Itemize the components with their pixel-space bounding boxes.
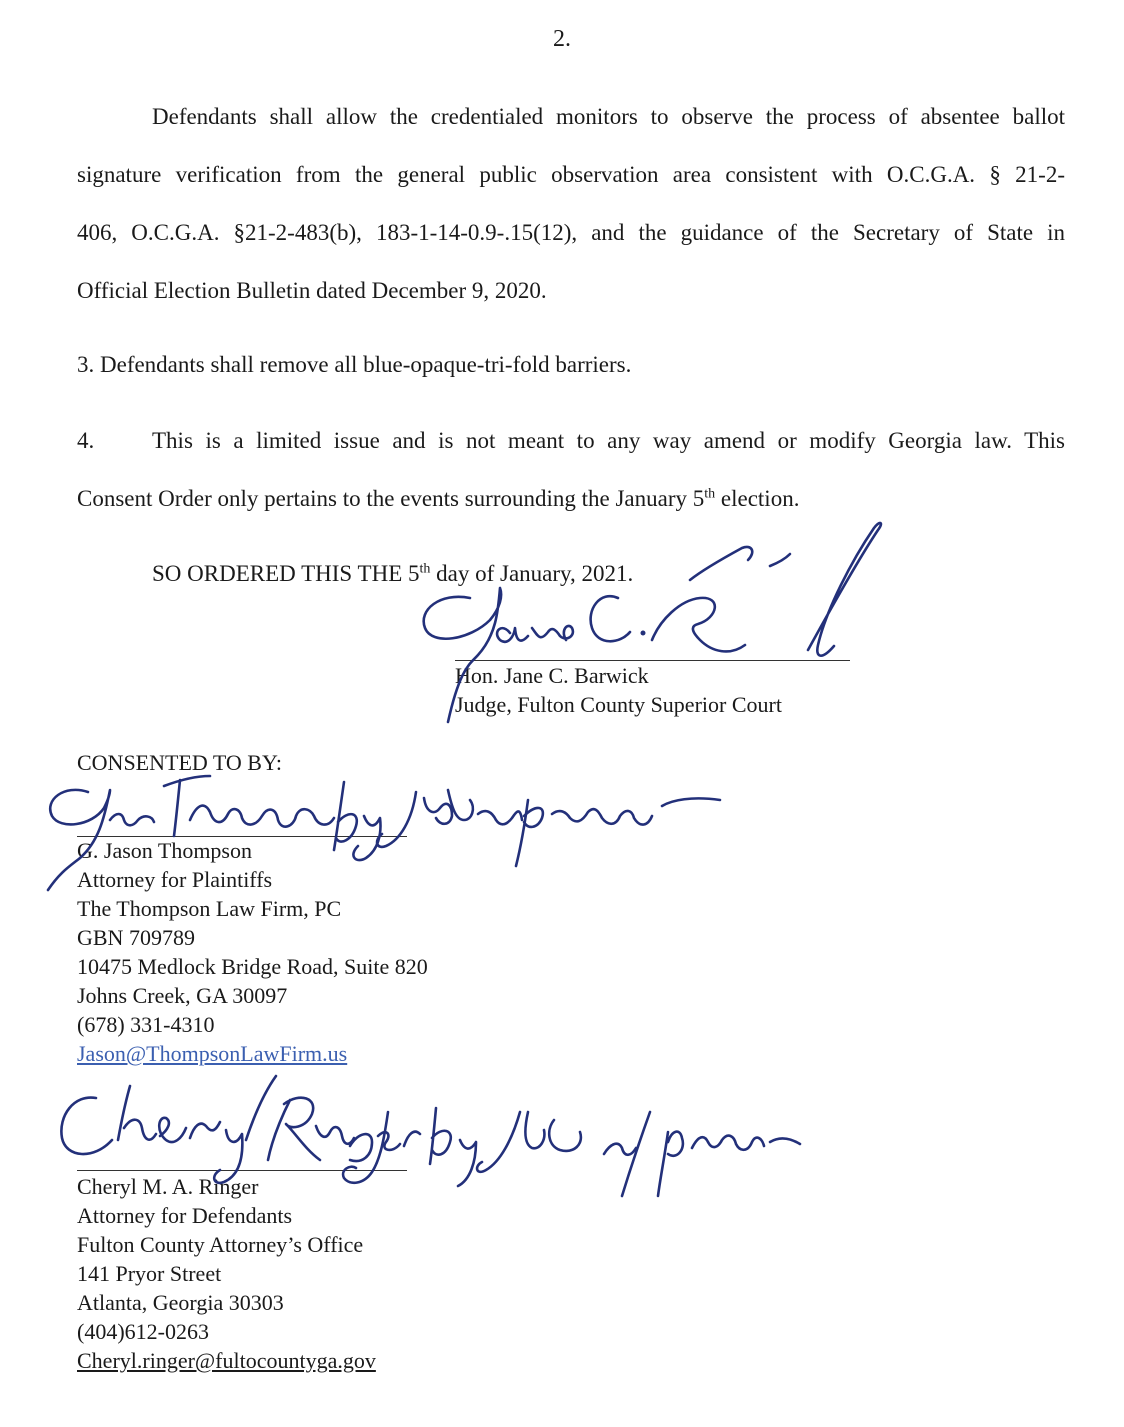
plaintiff-firm: The Thompson Law Firm, PC bbox=[77, 896, 342, 921]
superscript: th bbox=[419, 561, 431, 577]
item-4-line-2: Consent Order only pertains to the events surrounding the January 5th election. bbox=[77, 486, 800, 511]
defendant-address-1: 141 Pryor Street bbox=[77, 1261, 222, 1286]
item-3: 3. Defendants shall remove all blue-opaque-tri-fold barriers. bbox=[77, 352, 632, 377]
plaintiff-attorney-role: Attorney for Plaintiffs bbox=[77, 867, 273, 892]
defendant-email-link[interactable]: Cheryl.ringer@fultocountyga.gov bbox=[77, 1348, 376, 1373]
item-4-number: 4. bbox=[77, 428, 95, 453]
plaintiff-address-2: Johns Creek, GA 30097 bbox=[77, 983, 288, 1008]
item-4-line-1: This is a limited issue and is not meant to any way amend or modify Georgia law. This bbox=[152, 428, 1065, 453]
plaintiff-signature-line bbox=[77, 836, 407, 837]
paragraph-line-4: Official Election Bulletin dated December 9, 2020. bbox=[77, 278, 547, 303]
defendant-attorney-name: Cheryl M. A. Ringer bbox=[77, 1174, 259, 1199]
paragraph-line-1: Defendants shall allow the credentialed monitors to observe the process of absentee ballot bbox=[152, 104, 1065, 129]
plaintiff-gbn: GBN 709789 bbox=[77, 925, 195, 950]
defendant-attorney-role: Attorney for Defendants bbox=[77, 1203, 293, 1228]
defendant-address-2: Atlanta, Georgia 30303 bbox=[77, 1290, 284, 1315]
plaintiff-email-link[interactable]: Jason@ThompsonLawFirm.us bbox=[77, 1041, 348, 1066]
defendant-office: Fulton County Attorney’s Office bbox=[77, 1232, 364, 1257]
judge-signature-line bbox=[455, 660, 850, 661]
plaintiff-attorney-name: G. Jason Thompson bbox=[77, 838, 252, 863]
defendant-phone: (404)612-0263 bbox=[77, 1319, 209, 1344]
defendant-signature-line bbox=[77, 1170, 407, 1171]
consented-label: CONSENTED TO BY: bbox=[77, 750, 282, 775]
page-number: 2. bbox=[553, 26, 571, 52]
plaintiff-phone: (678) 331-4310 bbox=[77, 1012, 215, 1037]
paragraph-line-3: 406, O.C.G.A. §21-2-483(b), 183-1-14-0.9-.15(12), and the guidance of the Secretary of State in bbox=[77, 220, 1065, 245]
judge-title: Judge, Fulton County Superior Court bbox=[455, 692, 782, 717]
paragraph-line-2: signature verification from the general public observation area consistent with O.C.G.A. § 21-2- bbox=[77, 162, 1065, 187]
plaintiff-address-1: 10475 Medlock Bridge Road, Suite 820 bbox=[77, 954, 428, 979]
superscript: th bbox=[704, 486, 716, 502]
so-ordered-line: SO ORDERED THIS THE 5th day of January, 2021. bbox=[152, 561, 634, 586]
judge-name: Hon. Jane C. Barwick bbox=[455, 663, 649, 688]
